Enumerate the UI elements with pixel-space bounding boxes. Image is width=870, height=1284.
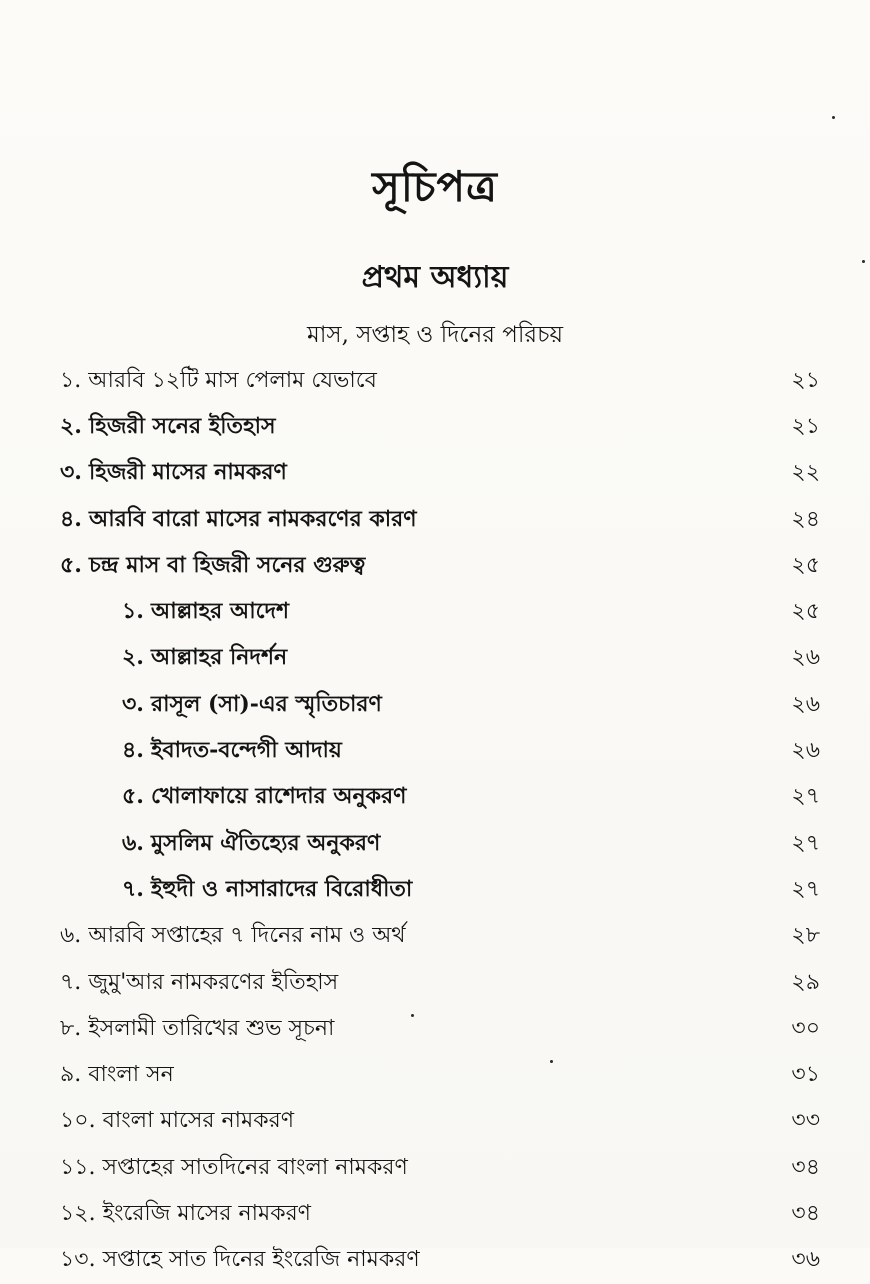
- toc-entry: [60, 1238, 820, 1284]
- toc-page-number: ২৮: [791, 923, 820, 949]
- toc-subentry: [60, 682, 820, 728]
- toc-entry: [60, 1052, 820, 1098]
- page-title: সূচিপত্র: [372, 162, 498, 211]
- toc-entry-number: ১২.: [60, 1200, 96, 1226]
- toc-page-number: ২৫: [791, 599, 820, 625]
- toc-page-number: ৩৪: [791, 1200, 820, 1226]
- toc-page-number: ৩০: [791, 1015, 820, 1041]
- toc-entry-number: ৬.: [60, 923, 82, 949]
- toc-entry-number: ৪.: [60, 505, 82, 532]
- chapter-subtitle: মাস, সপ্তাহ ও দিনের পরিচয়: [306, 322, 564, 348]
- toc-page-number: ৩৪: [791, 1154, 820, 1180]
- toc-page-number: ২৭: [791, 784, 820, 810]
- toc-entry: [60, 960, 820, 1006]
- toc-subentry: [60, 775, 820, 821]
- toc-entry-title: বাংলা মাসের নামকরণ: [102, 1108, 295, 1134]
- toc-page-number: ২৫: [791, 552, 820, 578]
- table-of-contents: [60, 358, 820, 1273]
- toc-entry-number: ১.: [122, 598, 144, 625]
- toc-entry-title: খোলাফায়ে রাশেদার অনুকরণ: [150, 783, 407, 810]
- toc-page-number: ২৬: [791, 738, 820, 764]
- toc-entry-number: ১৩.: [60, 1247, 96, 1273]
- toc-page-number: ২৬: [791, 691, 820, 717]
- toc-entry: [60, 543, 820, 589]
- toc-page-number: ২১: [791, 367, 820, 393]
- toc-entry-number: ৫.: [60, 551, 82, 578]
- paper-speck: [411, 1014, 414, 1017]
- toc-entry-title: জুমু'আর নামকরণের ইতিহাস: [88, 969, 339, 995]
- toc-entry-number: ২.: [60, 412, 82, 439]
- toc-entry-number: ৪.: [122, 737, 144, 764]
- toc-entry-title: আরবি ১২টি মাস পেলাম যেভাবে: [88, 367, 377, 393]
- chapter-title: প্রথম অধ্যায়: [361, 260, 509, 295]
- toc-entry-title: হিজরী সনের ইতিহাস: [88, 412, 276, 439]
- toc-entry-title: আল্লাহর আদেশ: [150, 598, 290, 625]
- toc-entry: [60, 404, 820, 450]
- toc-entry: [60, 1006, 820, 1052]
- toc-entry-number: ৬.: [122, 829, 144, 856]
- toc-entry-title: ইসলামী তারিখের শুভ সূচনা: [88, 1015, 335, 1041]
- toc-subentry: [60, 636, 820, 682]
- toc-entry-title: রাসূল (সা)-এর স্মৃতিচারণ: [150, 690, 382, 717]
- paper-speck: [550, 1060, 553, 1063]
- toc-entry-title: আরবি বারো মাসের নামকরণের কারণ: [88, 505, 417, 532]
- toc-page-number: ৩১: [791, 1062, 820, 1088]
- toc-entry-number: ৫.: [122, 783, 144, 810]
- toc-entry-number: ৯.: [60, 1062, 82, 1088]
- toc-entry-title: আরবি সপ্তাহের ৭ দিনের নাম ও অর্থ: [88, 923, 406, 949]
- toc-page-number: ২১: [791, 413, 820, 439]
- toc-entry-title: সপ্তাহের সাতদিনের বাংলা নামকরণ: [102, 1154, 408, 1180]
- toc-page-number: ২২: [791, 460, 820, 486]
- toc-entry-title: মুসলিম ঐতিহ্যের অনুকরণ: [150, 829, 381, 856]
- toc-subentry: [60, 728, 820, 774]
- toc-entry: [60, 914, 820, 960]
- toc-entry-title: সপ্তাহে সাত দিনের ইংরেজি নামকরণ: [102, 1247, 420, 1273]
- toc-entry-title: বাংলা সন: [88, 1062, 174, 1088]
- paper-speck: [832, 116, 835, 119]
- toc-entry-title: হিজরী মাসের নামকরণ: [88, 459, 287, 486]
- toc-entry-title: ইহুদী ও নাসারাদের বিরোধীতা: [150, 875, 413, 902]
- toc-entry: [60, 1099, 820, 1145]
- toc-page-number: ৩৬: [791, 1247, 820, 1273]
- toc-entry-title: চন্দ্র মাস বা হিজরী সনের গুরুত্ব: [88, 551, 366, 578]
- toc-subentry: [60, 589, 820, 635]
- toc-entry-title: ইংরেজি মাসের নামকরণ: [102, 1200, 311, 1226]
- toc-page-number: ২৪: [791, 506, 820, 532]
- toc-subentry: [60, 821, 820, 867]
- toc-page-number: ৩৩: [791, 1108, 820, 1134]
- toc-entry-number: ২.: [122, 644, 144, 671]
- toc-entry-number: ৩.: [122, 690, 144, 717]
- toc-page-number: ২৬: [791, 645, 820, 671]
- toc-entry-number: ৭.: [60, 969, 82, 995]
- toc-entry-title: ইবাদত-বন্দেগী আদায়: [150, 737, 342, 764]
- toc-entry-number: ৭.: [122, 875, 144, 902]
- toc-entry-number: ৮.: [60, 1015, 82, 1041]
- toc-page-number: ২৯: [791, 969, 820, 995]
- toc-subentry: [60, 867, 820, 913]
- toc-page-number: ২৭: [791, 876, 820, 902]
- toc-entry: [60, 497, 820, 543]
- toc-entry-number: ১.: [60, 367, 82, 393]
- toc-entry: [60, 451, 820, 497]
- toc-entry-number: ১০.: [60, 1108, 96, 1134]
- toc-entry: [60, 1145, 820, 1191]
- toc-entry-title: আল্লাহর নিদর্শন: [150, 644, 288, 671]
- toc-page-number: ২৭: [791, 830, 820, 856]
- paper-speck: [862, 260, 865, 263]
- toc-entry-number: ৩.: [60, 459, 82, 486]
- toc-entry: [60, 358, 820, 404]
- toc-entry: [60, 1191, 820, 1237]
- toc-entry-number: ১১.: [60, 1154, 96, 1180]
